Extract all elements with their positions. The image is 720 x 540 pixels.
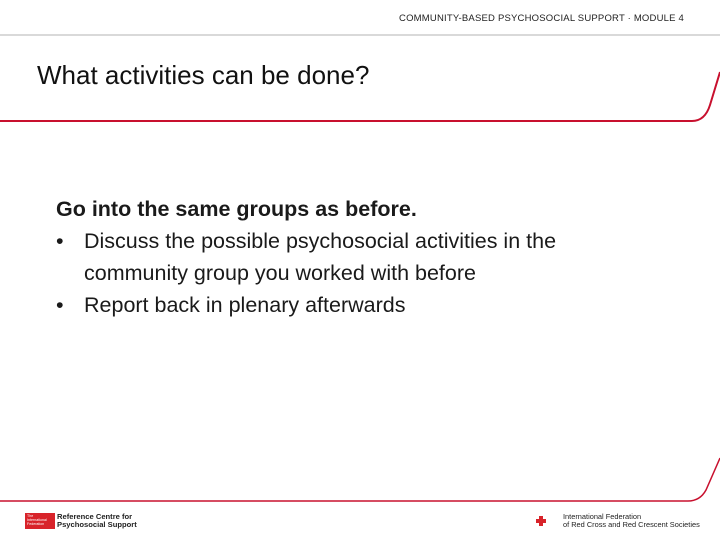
bullet-text: Report back in plenary afterwards — [84, 293, 406, 317]
bullet-text: Discuss the possible psychosocial activities in the community group you worked with before — [84, 229, 557, 285]
list-item — [56, 225, 656, 289]
bullet-marker: • — [56, 293, 64, 317]
list-item — [56, 289, 656, 321]
ifrc-red-box-icon: The International Federation — [25, 513, 55, 529]
ifrc-name — [563, 513, 700, 529]
footer-swoosh — [0, 458, 720, 501]
slide-body — [56, 193, 656, 321]
red-cross-crescent-icon — [532, 514, 560, 528]
psychosocial-centre-name — [57, 513, 137, 529]
lead-instruction: Go into the same groups as before. — [56, 197, 417, 221]
psychosocial-centre-line2: Psychosocial Support — [57, 520, 137, 529]
ifrc-name-line2: of Red Cross and Red Crescent Societies — [563, 520, 700, 529]
bullet-marker: • — [56, 229, 64, 253]
ifrc-name-line1: International Federation — [563, 511, 642, 521]
module-header-label: COMMUNITY-BASED PSYCHOSOCIAL SUPPORT · MODULE 4 — [399, 13, 684, 24]
slide-title: What activities can be done? — [37, 60, 370, 90]
ifrc-logo — [532, 512, 700, 530]
psychosocial-centre-line1: Reference Centre for — [57, 511, 133, 521]
psychosocial-centre-logo — [25, 511, 137, 531]
